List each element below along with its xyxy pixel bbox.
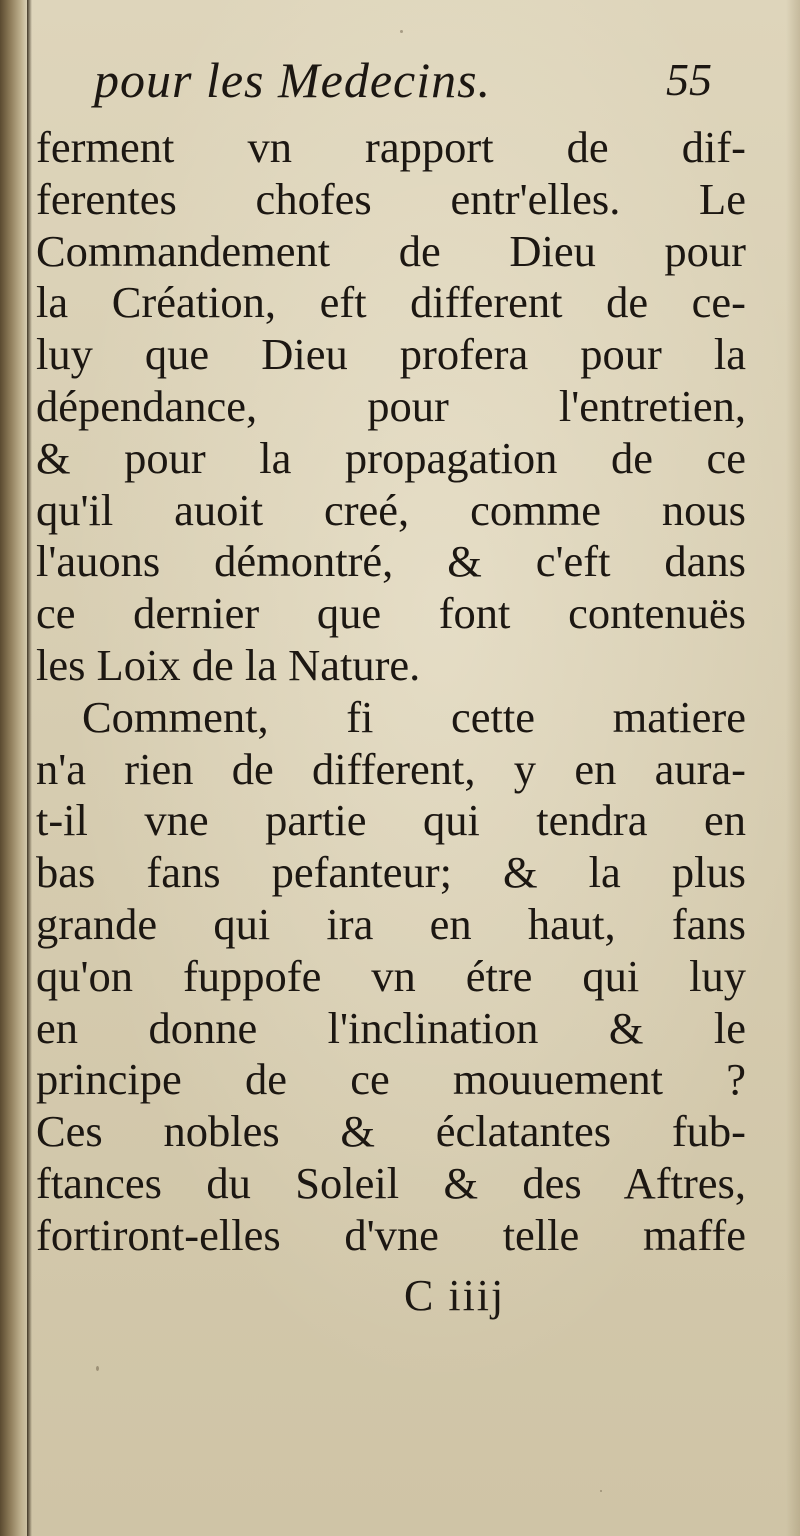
body-text: [32, 122, 772, 1262]
text-line: ferment vn rapport de dif-: [36, 122, 746, 172]
text-line: la Création, eft different de ce-: [36, 277, 746, 328]
text-line: ce dernier que font contenuës: [36, 588, 746, 639]
paper-speck: [96, 1366, 99, 1371]
paper-speck: [400, 30, 403, 33]
paragraph-start-line: Comment, fi cette matiere: [82, 691, 746, 742]
printed-page: [32, 44, 772, 1326]
text-line: l'auons démontré, & c'eft dans: [36, 536, 746, 587]
text-line: qu'on fuppofe vn étre qui luy: [36, 950, 746, 1001]
page-number: 55: [666, 54, 712, 105]
text-line: qu'il auoit creé, comme nous: [36, 484, 746, 535]
text-line: ferentes chofes entr'elles. Le: [36, 173, 746, 224]
paragraph-end-line: les Loix de la Nature.: [36, 639, 421, 690]
paper-speck: [600, 1490, 602, 1492]
text-line: & pour la propagation de ce: [36, 432, 746, 483]
text-line: Commandement de Dieu pour: [36, 225, 746, 276]
page-right-edge: [786, 0, 800, 1536]
text-line: bas fans pefanteur; & la plus: [36, 847, 746, 898]
running-head: [32, 44, 772, 116]
signature-line: [32, 1266, 772, 1326]
text-line: dépendance, pour l'entretien,: [36, 380, 746, 431]
text-line: Ces nobles & éclatantes fub-: [36, 1106, 746, 1157]
text-line: t-il vne partie qui tendra en: [36, 795, 746, 846]
text-line: grande qui ira en haut, fans: [36, 898, 746, 949]
text-line: fortiront-elles d'vne telle maffe: [36, 1209, 746, 1260]
running-head-title: pour les Medecins.: [94, 52, 492, 108]
text-line: principe de ce mouuement ?: [36, 1054, 746, 1105]
signature-mark: C iiij: [404, 1270, 506, 1320]
book-binding-gutter: [0, 0, 28, 1536]
text-line: en donne l'inclination & le: [36, 1002, 746, 1053]
text-line: n'a rien de different, y en aura-: [36, 743, 746, 794]
text-line: ftances du Soleil & des Aftres,: [36, 1157, 746, 1208]
text-line: luy que Dieu profera pour la: [36, 329, 746, 380]
